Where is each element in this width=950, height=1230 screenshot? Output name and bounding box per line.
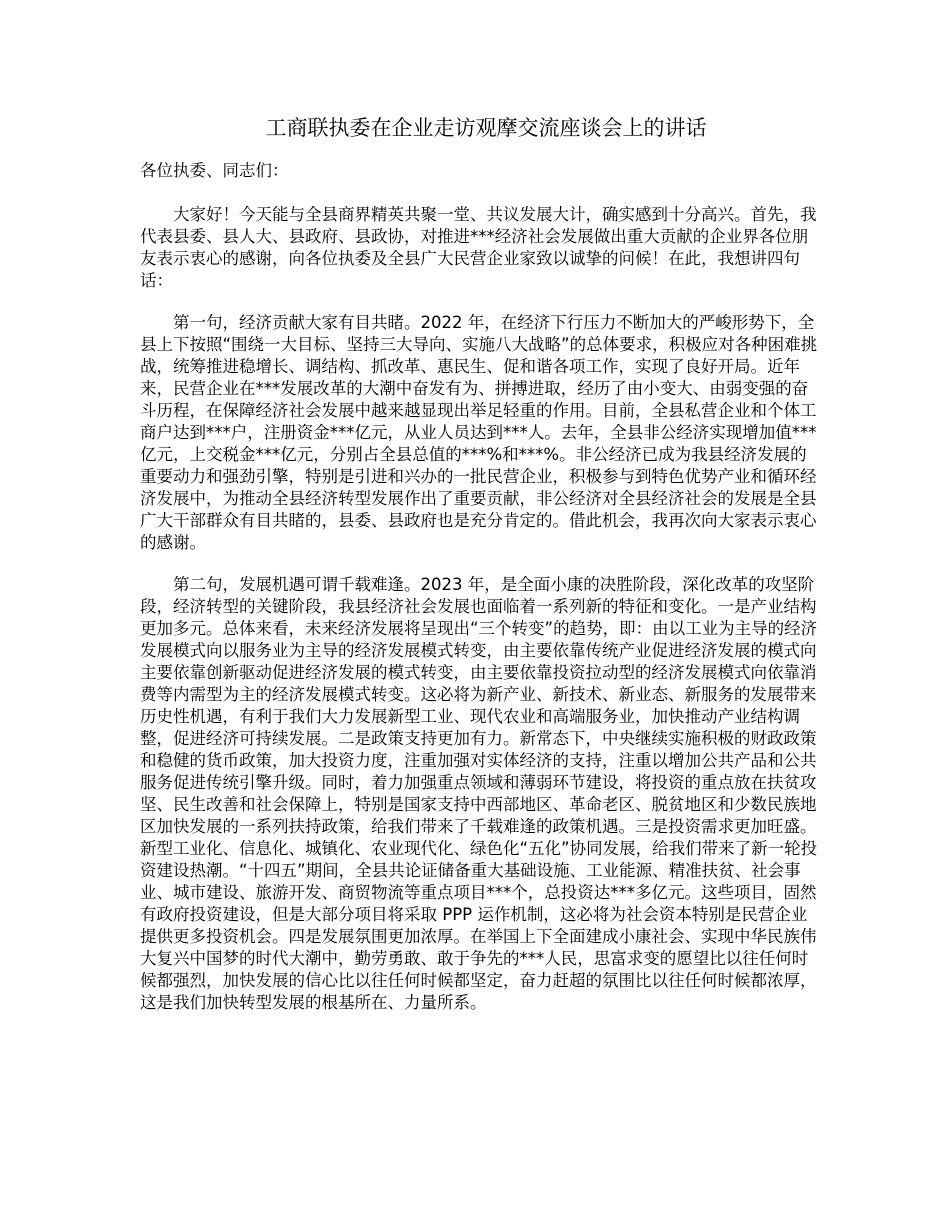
paragraph-second-point: 第二句，发展机遇可谓千载难逢。2023 年，是全面小康的决胜阶段，深化改革的攻坚阶段，经济转型的关键阶段，我县经济社会发展也面临着一系列新的特征和变化。一是产业结构更加多元。总体来看，未来经济发展将呈现出“三个转变”的趋势，即：由以工业为主导的经济发展模式向以服务业为主导的经济发展模式转变，由主要依靠传统产业促进经济发展的模式向主要依靠创新驱动促进经济发展的模式转变，由主要依靠投资拉动型的经济发展模式向依靠消费等内需型为主的经济发展模式转变。这必将为新产业、新技术、新业态、新服务的发展带来历史性机遇，有利于我们大力发展新型工业、现代农业和高端服务业，加快推动产业结构调整，促进经济可持续发展。二是政策支持更加有力。新常态下，中央继续实施积极的财政政策和稳健的货币政策，加大投资力度，注重加强对实体经济的支持，注重以增加公共产品和公共服务促进传统引擎升级。同时，着力加强重点领域和薄弱环节建设，将投资的重点放在扶贫攻坚、民生改善和社会保障上，特别是国家支持中西部地区、革命老区、脱贫地区和少数民族地区加快发展的一系列扶持政策，给我们带来了千载难逢的政策机遇。三是投资需求更加旺盛。新型工业化、信息化、城镇化、农业现代化、绿色化“五化”协同发展，给我们带来了新一轮投资建设热潮。“十四五”期间，全县共论证储备重大基础设施、工业能源、精准扶贫、社会事业、城市建设、旅游开发、商贸物流等重点项目***个，总投资达***多亿元。这些项目，固然有政府投资建设，但是大部分项目将采取 PPP 运作机制，这必将为社会资本特别是民营企业提供更多投资机会。四是发展氛围更加浓厚。在举国上下全面建成小康社会、实现中华民族伟大复兴中国梦的时代大潮中，勤劳勇敢、敢于争先的***人民，思富求变的愿望比以往任何时候都强烈，加快发展的信心比以往任何时候都坚定，奋力赶超的氛围比以往任何时候都浓厚，这是我们加快转型发展的根基所在、力量所系。 [140, 575, 818, 1012]
paragraph-first-point: 第一句，经济贡献大家有目共睹。2022 年，在经济下行压力不断加大的严峻形势下，全县上下按照“围绕一大目标、坚持三大导向、实施八大战略”的总体要求，积极应对各种困难挑战，统筹推进稳增长、调结构、抓改革、惠民生、促和谐各项工作，实现了良好开局。近年来，民营企业在***发展改革的大潮中奋发有为、拼搏进取，经历了由小变大、由弱变强的奋斗历程，在保障经济社会发展中越来越显现出举足轻重的作用。目前，全县私营企业和个体工商户达到***户，注册资金***亿元，从业人员达到***人。去年，全县非公经济实现增加值***亿元，上交税金***亿元，分别占全县总值的***%和***%。非公经济已成为我县经济发展的重要动力和强劲引擎，特别是引进和兴办的一批民营企业，积极参与到特色优势产业和循环经济发展中，为推动全县经济转型发展作出了重要贡献，非公经济对全县经济社会的发展是全县广大干部群众有目共睹的，县委、县政府也是充分肯定的。借此机会，我再次向大家表示衷心的感谢。 [140, 313, 818, 552]
paragraph-opening: 大家好！今天能与全县商界精英共聚一堂、共议发展大计，确实感到十分高兴。首先，我代表县委、县人大、县政府、县政协，对推进***经济社会发展做出重大贡献的企业界各位朋友表示衷心的感谢，向各位执委及全县广大民营企业家致以诚挚的问候！在此，我想讲四句话： [140, 205, 817, 290]
document-title: 工商联执委在企业走访观摩交流座谈会上的讲话 [265, 116, 707, 140]
salutation: 各位执委、同志们： [140, 161, 289, 180]
